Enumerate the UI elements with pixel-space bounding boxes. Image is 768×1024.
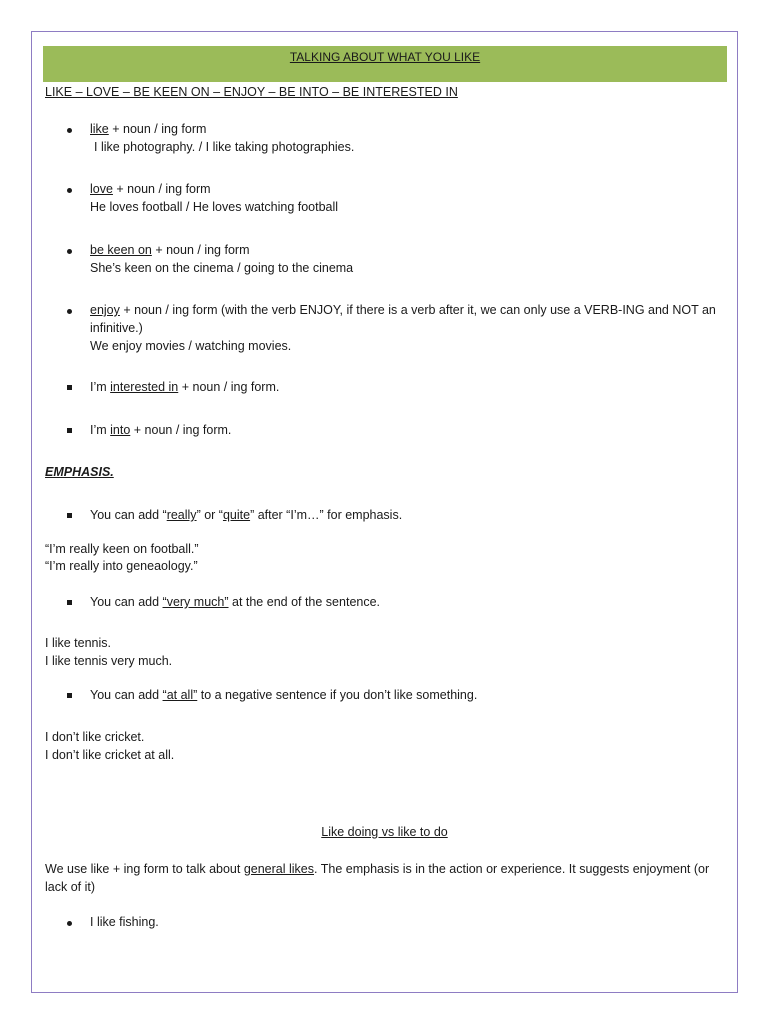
item-rest: + noun / ing form [151, 243, 250, 257]
keyword: quite [222, 508, 251, 522]
bullet-disc [67, 921, 72, 926]
emphasis-heading: EMPHASIS. [45, 465, 114, 479]
verbs-heading: LIKE – LOVE – BE KEEN ON – ENJOY – BE INTO – BE INTERESTED IN [45, 85, 458, 99]
emphasis-rule-1 [90, 506, 402, 524]
example-line: I don’t like cricket at all. [45, 748, 175, 762]
bullet-square [67, 513, 72, 518]
text: I’m [90, 423, 111, 437]
keyword: “very much” [162, 595, 229, 609]
bullet-disc [67, 249, 72, 254]
item-example: She’s keen on the cinema / going to the cinema [90, 261, 354, 275]
bullet-disc [67, 188, 72, 193]
keyword: enjoy [90, 303, 120, 317]
text: You can add [90, 688, 163, 702]
keyword: “at all” [162, 688, 198, 702]
item-example: He loves football / He loves watching football [90, 200, 339, 214]
item-keen [90, 241, 250, 259]
bullet-disc [67, 128, 72, 133]
bullet-square [67, 693, 72, 698]
keyword: really [166, 508, 197, 522]
text: We use like + ing form to talk about [45, 862, 244, 876]
example-line: I don’t like cricket. [45, 730, 145, 744]
paragraph [45, 860, 730, 896]
item-enjoy [90, 301, 720, 337]
last-bullet: I like fishing. [90, 915, 159, 929]
text: You can add “ [90, 508, 167, 522]
keyword: into [110, 423, 131, 437]
bullet-disc [67, 309, 72, 314]
item-like [90, 120, 206, 138]
text: ” after “I’m…” for emphasis. [250, 508, 403, 522]
text: . The emphasis is in the action or experience. It suggests enjoyment (or lack of it) [45, 862, 710, 894]
emphasis-rule-2 [90, 593, 380, 611]
text: + noun / ing form. [130, 423, 232, 437]
example-line: “I’m really keen on football.” [45, 542, 199, 556]
text: + noun / ing form. [178, 380, 280, 394]
item-love [90, 180, 211, 198]
keyword: be keen on [90, 243, 152, 257]
keyword: interested in [110, 380, 179, 394]
item-interested [90, 378, 279, 396]
text: You can add [90, 595, 163, 609]
bullet-square [67, 385, 72, 390]
text: to a negative sentence if you don’t like something. [197, 688, 478, 702]
keyword: general likes [243, 862, 315, 876]
example-line: I like tennis. [45, 636, 112, 650]
example-line: I like tennis very much. [45, 654, 173, 668]
item-rest: + noun / ing form (with the verb ENJOY, if there is a verb after it, we can only use a VERB-ING and NOT an infinitive.) [90, 303, 716, 335]
title-banner [43, 46, 727, 82]
item-rest: + noun / ing form [108, 122, 207, 136]
keyword: like [90, 122, 109, 136]
keyword: love [90, 182, 113, 196]
item-rest: + noun / ing form [112, 182, 211, 196]
text: I’m [90, 380, 111, 394]
emphasis-rule-3 [90, 686, 477, 704]
text: at the end of the sentence. [228, 595, 381, 609]
example-line: “I’m really into geneaology.” [45, 559, 198, 573]
item-example: We enjoy movies / watching movies. [90, 339, 292, 353]
document-page [31, 31, 738, 993]
bullet-square [67, 428, 72, 433]
bullet-square [67, 600, 72, 605]
item-example: I like photography. / I like taking photographies. [94, 140, 355, 154]
text: ” or “ [196, 508, 223, 522]
page-title: TALKING ABOUT WHAT YOU LIKE [289, 50, 481, 64]
section-title: Like doing vs like to do [321, 825, 448, 839]
item-into [90, 421, 231, 439]
